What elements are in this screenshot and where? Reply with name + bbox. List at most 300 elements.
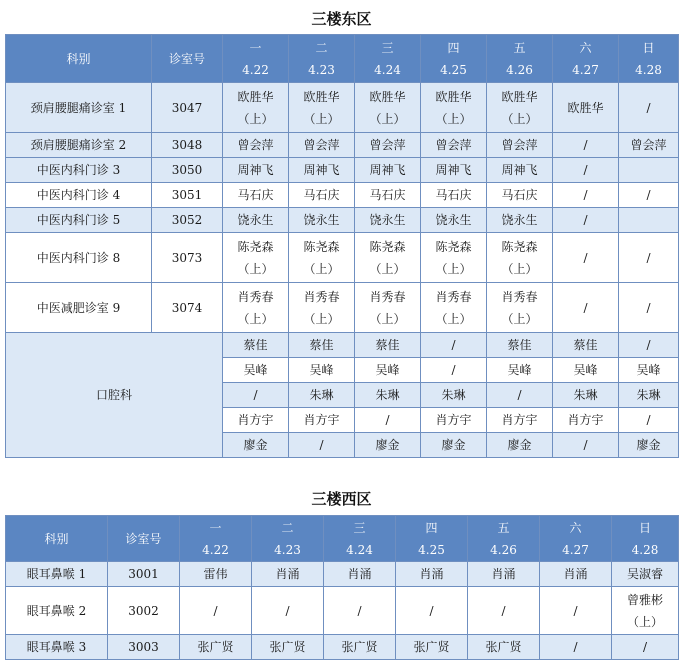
doctor-cell (289, 358, 355, 383)
doctor-name: / (213, 603, 218, 618)
doctor-name: / (319, 438, 324, 452)
doctor-name: 蔡佳 (573, 338, 598, 352)
doctor-cell (468, 562, 540, 587)
doctor-name: 欧胜华 (369, 89, 406, 104)
date-label: 4.24 (374, 62, 401, 77)
doctor-cell (223, 208, 289, 233)
dept-cell: 颈肩腰腿痛诊室 1 (6, 83, 152, 133)
doctor-cell (553, 383, 619, 408)
doctor-cell (355, 383, 421, 408)
doctor-cell (421, 233, 487, 283)
doctor-name: 吴淑睿 (626, 567, 663, 581)
doctor-name: / (517, 388, 522, 402)
header-dept: 科别 (6, 516, 108, 562)
dept-cell: 眼耳鼻喉 2 (6, 587, 108, 635)
doctor-cell (421, 183, 487, 208)
doctor-cell (553, 358, 619, 383)
doctor-name: / (501, 603, 506, 618)
dept-cell: 中医内科门诊 4 (6, 183, 152, 208)
doctor-name: 肖方宇 (303, 413, 340, 427)
doctor-cell (223, 408, 289, 433)
room-cell: 3052 (152, 208, 223, 233)
header-day (223, 35, 289, 83)
table-row (6, 208, 679, 233)
doctor-cell (619, 333, 679, 358)
doctor-cell (223, 333, 289, 358)
doctor-cell (421, 408, 487, 433)
weekday-label: 五 (513, 40, 526, 55)
doctor-name: / (642, 640, 648, 654)
doctor-cell (289, 408, 355, 433)
doctor-cell (289, 133, 355, 158)
doctor-cell (553, 133, 619, 158)
table-row (6, 83, 679, 133)
header-day (553, 35, 619, 83)
doctor-name: / (583, 300, 588, 315)
weekday-label: 三 (353, 520, 366, 535)
doctor-name: 吴峰 (636, 363, 661, 377)
date-label: 4.25 (440, 62, 467, 77)
weekday-label: 二 (315, 40, 328, 55)
room-cell: 3074 (152, 283, 223, 333)
doctor-name: （上） (435, 111, 472, 126)
table-row (6, 635, 679, 660)
weekday-label: 六 (579, 40, 592, 55)
doctor-name: / (357, 603, 362, 618)
doctor-name: 肖方宇 (567, 413, 604, 427)
doctor-cell (355, 408, 421, 433)
table-row (6, 333, 679, 358)
doctor-name: 雷伟 (203, 567, 228, 581)
doctor-cell (289, 333, 355, 358)
doctor-cell (421, 333, 487, 358)
doctor-name: （上） (626, 614, 663, 629)
doctor-name: 廖金 (243, 438, 268, 452)
doctor-name: （上） (369, 261, 406, 276)
dept-cell: 中医内科门诊 5 (6, 208, 152, 233)
doctor-name: （上） (369, 111, 406, 126)
doctor-cell (355, 333, 421, 358)
doctor-name: 张广贤 (485, 640, 522, 654)
doctor-cell (487, 183, 553, 208)
doctor-name: （上） (501, 111, 538, 126)
doctor-name: 曾会萍 (630, 138, 667, 152)
doctor-name: 肖涌 (419, 567, 444, 581)
west-schedule-table (5, 515, 679, 660)
doctor-name: 蔡佳 (309, 338, 334, 352)
dept-cell: 中医减肥诊室 9 (6, 283, 152, 333)
doctor-name: 肖秀春 (435, 289, 472, 304)
doctor-cell (223, 83, 289, 133)
doctor-name: 吴峰 (573, 363, 598, 377)
doctor-name: 曾会萍 (237, 138, 274, 152)
doctor-cell (619, 433, 679, 458)
doctor-cell (396, 587, 468, 635)
date-label: 4.22 (202, 542, 229, 557)
doctor-cell (180, 635, 252, 660)
doctor-cell (289, 158, 355, 183)
doctor-cell (487, 133, 553, 158)
doctor-name: 饶永生 (237, 213, 274, 227)
doctor-name: 陈尧森 (303, 239, 340, 254)
doctor-cell (421, 358, 487, 383)
doctor-cell (487, 83, 553, 133)
doctor-name: 欧胜华 (501, 89, 538, 104)
doctor-cell (540, 587, 612, 635)
doctor-name: 曾会萍 (303, 138, 340, 152)
doctor-cell (223, 158, 289, 183)
date-label: 4.23 (274, 542, 301, 557)
doctor-name: 肖秀春 (237, 289, 274, 304)
doctor-name: （上） (237, 111, 274, 126)
table-row (6, 158, 679, 183)
doctor-cell (619, 358, 679, 383)
header-day (619, 35, 679, 83)
doctor-cell (421, 208, 487, 233)
date-label: 4.27 (562, 542, 589, 557)
doctor-name: 欧胜华 (435, 89, 472, 104)
doctor-cell (487, 358, 553, 383)
doctor-cell (355, 283, 421, 333)
doctor-cell (540, 635, 612, 660)
doctor-name: 周神飞 (435, 163, 472, 177)
date-label: 4.22 (242, 62, 269, 77)
doctor-name: / (583, 138, 588, 152)
table-row (6, 133, 679, 158)
table-row (6, 233, 679, 283)
east-section-title: 三楼东区 (311, 10, 372, 28)
doctor-name: （上） (303, 261, 340, 276)
doctor-cell (355, 158, 421, 183)
doctor-cell (612, 562, 679, 587)
doctor-name: / (646, 250, 651, 265)
date-label: 4.25 (418, 542, 445, 557)
doctor-cell (223, 383, 289, 408)
doctor-name: （上） (369, 311, 406, 326)
doctor-name: 欧胜华 (303, 89, 340, 104)
weekday-label: 日 (642, 40, 655, 55)
doctor-name: 朱琳 (441, 388, 466, 402)
header-day (540, 516, 612, 562)
doctor-name: 陈尧森 (369, 239, 406, 254)
date-label: 4.28 (631, 542, 659, 557)
doctor-cell (553, 333, 619, 358)
doctor-name: 曾会萍 (501, 138, 538, 152)
doctor-cell (289, 233, 355, 283)
doctor-cell (553, 158, 619, 183)
room-cell: 3048 (152, 133, 223, 158)
doctor-name: （上） (501, 261, 538, 276)
doctor-name: 肖涌 (563, 567, 588, 581)
dept-cell: 中医内科门诊 3 (6, 158, 152, 183)
doctor-cell (468, 587, 540, 635)
header-dept: 科别 (6, 35, 152, 83)
weekday-label: 一 (249, 40, 262, 55)
doctor-cell (421, 83, 487, 133)
doctor-name: 马石庆 (369, 188, 406, 202)
doctor-cell (355, 133, 421, 158)
doctor-cell (487, 433, 553, 458)
west-section-title: 三楼西区 (311, 490, 372, 508)
doctor-cell (612, 635, 679, 660)
doctor-name: / (646, 338, 651, 352)
doctor-cell (355, 233, 421, 283)
doctor-name: / (573, 640, 578, 654)
room-cell: 3050 (152, 158, 223, 183)
doctor-name: 蔡佳 (243, 338, 268, 352)
room-cell: 3073 (152, 233, 223, 283)
date-label: 4.26 (490, 542, 517, 557)
header-day (612, 516, 679, 562)
doctor-name: 蔡佳 (507, 338, 532, 352)
doctor-cell (540, 562, 612, 587)
doctor-cell (612, 587, 679, 635)
doctor-name: 吴峰 (309, 363, 334, 377)
doctor-name: 马石庆 (237, 188, 274, 202)
header-day (487, 35, 553, 83)
date-label: 4.27 (572, 62, 599, 77)
doctor-cell (289, 208, 355, 233)
doctor-name: 肖方宇 (237, 413, 274, 427)
header-row (6, 516, 679, 562)
doctor-name: / (583, 188, 588, 202)
doctor-cell (553, 283, 619, 333)
header-day (252, 516, 324, 562)
doctor-name: / (583, 163, 588, 177)
room-cell: 3002 (108, 587, 180, 635)
doctor-cell (553, 433, 619, 458)
doctor-name: 周神飞 (501, 163, 538, 177)
doctor-cell (252, 562, 324, 587)
doctor-cell (223, 133, 289, 158)
doctor-name: 张广贤 (341, 640, 378, 654)
header-day (355, 35, 421, 83)
doctor-name: / (385, 413, 390, 427)
doctor-cell (487, 208, 553, 233)
date-label: 4.24 (346, 542, 373, 557)
doctor-name: 吴峰 (507, 363, 532, 377)
doctor-cell (223, 283, 289, 333)
header-day (289, 35, 355, 83)
weekday-label: 三 (381, 40, 394, 55)
doctor-name: 廖金 (636, 438, 661, 452)
doctor-name: 朱琳 (309, 388, 334, 402)
doctor-cell (553, 208, 619, 233)
doctor-name: / (253, 388, 258, 402)
doctor-cell (487, 233, 553, 283)
doctor-cell (421, 158, 487, 183)
doctor-name: / (451, 363, 456, 377)
weekday-label: 五 (497, 520, 510, 535)
doctor-cell (619, 283, 679, 333)
doctor-name: 朱琳 (636, 388, 661, 402)
doctor-name: 陈尧森 (435, 239, 472, 254)
doctor-name: 肖涌 (275, 567, 300, 581)
doctor-cell (487, 408, 553, 433)
room-cell: 3003 (108, 635, 180, 660)
doctor-cell (396, 562, 468, 587)
room-cell: 3001 (108, 562, 180, 587)
doctor-cell (355, 208, 421, 233)
room-cell: 3047 (152, 83, 223, 133)
doctor-name: （上） (303, 311, 340, 326)
doctor-name: 曾会萍 (369, 138, 406, 152)
dept-cell: 眼耳鼻喉 3 (6, 635, 108, 660)
doctor-name: / (451, 338, 456, 352)
header-row (6, 35, 679, 83)
doctor-name: 肖方宇 (501, 413, 538, 427)
room-cell: 3051 (152, 183, 223, 208)
doctor-name: （上） (237, 311, 274, 326)
doctor-cell (324, 562, 396, 587)
doctor-cell (487, 283, 553, 333)
date-label: 4.26 (506, 62, 533, 77)
doctor-name: 吴峰 (375, 363, 400, 377)
weekday-label: 二 (281, 520, 294, 535)
doctor-name: 朱琳 (375, 388, 400, 402)
doctor-cell (468, 635, 540, 660)
doctor-cell (289, 183, 355, 208)
dept-cell: 口腔科 (6, 333, 223, 458)
doctor-name: / (573, 603, 578, 618)
doctor-name: （上） (237, 261, 274, 276)
table-row (6, 283, 679, 333)
doctor-name: / (646, 100, 651, 115)
doctor-cell (619, 383, 679, 408)
doctor-name: 曾雅彬 (626, 592, 663, 607)
dept-cell: 眼耳鼻喉 1 (6, 562, 108, 587)
doctor-cell (223, 233, 289, 283)
doctor-cell (619, 408, 679, 433)
doctor-cell (553, 83, 619, 133)
doctor-name: 周神飞 (369, 163, 406, 177)
header-day (180, 516, 252, 562)
doctor-cell (180, 562, 252, 587)
doctor-cell (355, 183, 421, 208)
doctor-name: 陈尧森 (237, 239, 274, 254)
dept-cell: 中医内科门诊 8 (6, 233, 152, 283)
doctor-cell (223, 358, 289, 383)
doctor-name: 肖秀春 (303, 289, 340, 304)
doctor-name: 陈尧森 (501, 239, 538, 254)
doctor-name: 肖涌 (491, 567, 516, 581)
header-day (421, 35, 487, 83)
doctor-cell (619, 133, 679, 158)
doctor-name: / (646, 413, 651, 427)
header-room: 诊室号 (108, 516, 180, 562)
doctor-cell (421, 283, 487, 333)
doctor-cell (619, 183, 679, 208)
doctor-cell (355, 358, 421, 383)
doctor-cell (487, 158, 553, 183)
doctor-name: / (285, 603, 290, 618)
doctor-name: 肖涌 (347, 567, 372, 581)
doctor-name: / (583, 438, 588, 452)
doctor-cell (553, 408, 619, 433)
doctor-name: 马石庆 (501, 188, 538, 202)
date-label: 4.23 (308, 62, 335, 77)
doctor-cell (289, 83, 355, 133)
doctor-name: 马石庆 (435, 188, 472, 202)
doctor-cell (355, 83, 421, 133)
weekday-label: 一 (209, 520, 222, 535)
doctor-cell (487, 333, 553, 358)
doctor-name: 肖秀春 (501, 289, 538, 304)
doctor-cell (421, 133, 487, 158)
doctor-name: 吴峰 (243, 363, 268, 377)
doctor-cell (619, 83, 679, 133)
weekday-label: 四 (425, 520, 438, 535)
date-label: 4.28 (635, 62, 662, 77)
doctor-cell (619, 233, 679, 283)
doctor-name: / (429, 603, 434, 618)
doctor-cell (324, 587, 396, 635)
doctor-cell (421, 383, 487, 408)
dept-cell: 颈肩腰腿痛诊室 2 (6, 133, 152, 158)
doctor-cell (553, 233, 619, 283)
doctor-name: 欧胜华 (567, 100, 604, 115)
doctor-name: / (646, 300, 651, 315)
doctor-name: （上） (435, 261, 472, 276)
doctor-cell (289, 383, 355, 408)
doctor-cell (487, 383, 553, 408)
doctor-name: 肖方宇 (435, 413, 472, 427)
header-day (468, 516, 540, 562)
table-row (6, 562, 679, 587)
header-room: 诊室号 (152, 35, 223, 83)
doctor-name: 廖金 (507, 438, 532, 452)
doctor-cell (396, 635, 468, 660)
doctor-name: 廖金 (375, 438, 400, 452)
doctor-cell (289, 433, 355, 458)
doctor-name: （上） (303, 111, 340, 126)
doctor-cell (289, 283, 355, 333)
doctor-name: 欧胜华 (237, 89, 274, 104)
doctor-name: 饶永生 (501, 213, 538, 227)
doctor-cell (223, 183, 289, 208)
doctor-name: 张广贤 (197, 640, 234, 654)
doctor-name: 张广贤 (269, 640, 306, 654)
doctor-cell (619, 158, 679, 183)
doctor-name: 张广贤 (413, 640, 450, 654)
doctor-cell (324, 635, 396, 660)
header-day (324, 516, 396, 562)
doctor-name: 朱琳 (573, 388, 598, 402)
weekday-label: 四 (447, 40, 460, 55)
doctor-name: 肖秀春 (369, 289, 406, 304)
doctor-name: 曾会萍 (435, 138, 472, 152)
table-row (6, 587, 679, 635)
doctor-cell (355, 433, 421, 458)
weekday-label: 六 (569, 520, 582, 535)
doctor-name: / (646, 188, 651, 202)
doctor-name: 饶永生 (369, 213, 406, 227)
doctor-cell (421, 433, 487, 458)
doctor-name: 蔡佳 (375, 338, 400, 352)
doctor-cell (252, 587, 324, 635)
table-row (6, 183, 679, 208)
doctor-name: （上） (501, 311, 538, 326)
doctor-cell (180, 587, 252, 635)
doctor-name: 饶永生 (303, 213, 340, 227)
east-schedule-table (5, 34, 679, 458)
doctor-cell (252, 635, 324, 660)
doctor-name: 马石庆 (303, 188, 340, 202)
weekday-label: 日 (638, 520, 651, 535)
doctor-name: 周神飞 (237, 163, 274, 177)
doctor-name: 周神飞 (303, 163, 340, 177)
doctor-name: / (583, 250, 588, 265)
